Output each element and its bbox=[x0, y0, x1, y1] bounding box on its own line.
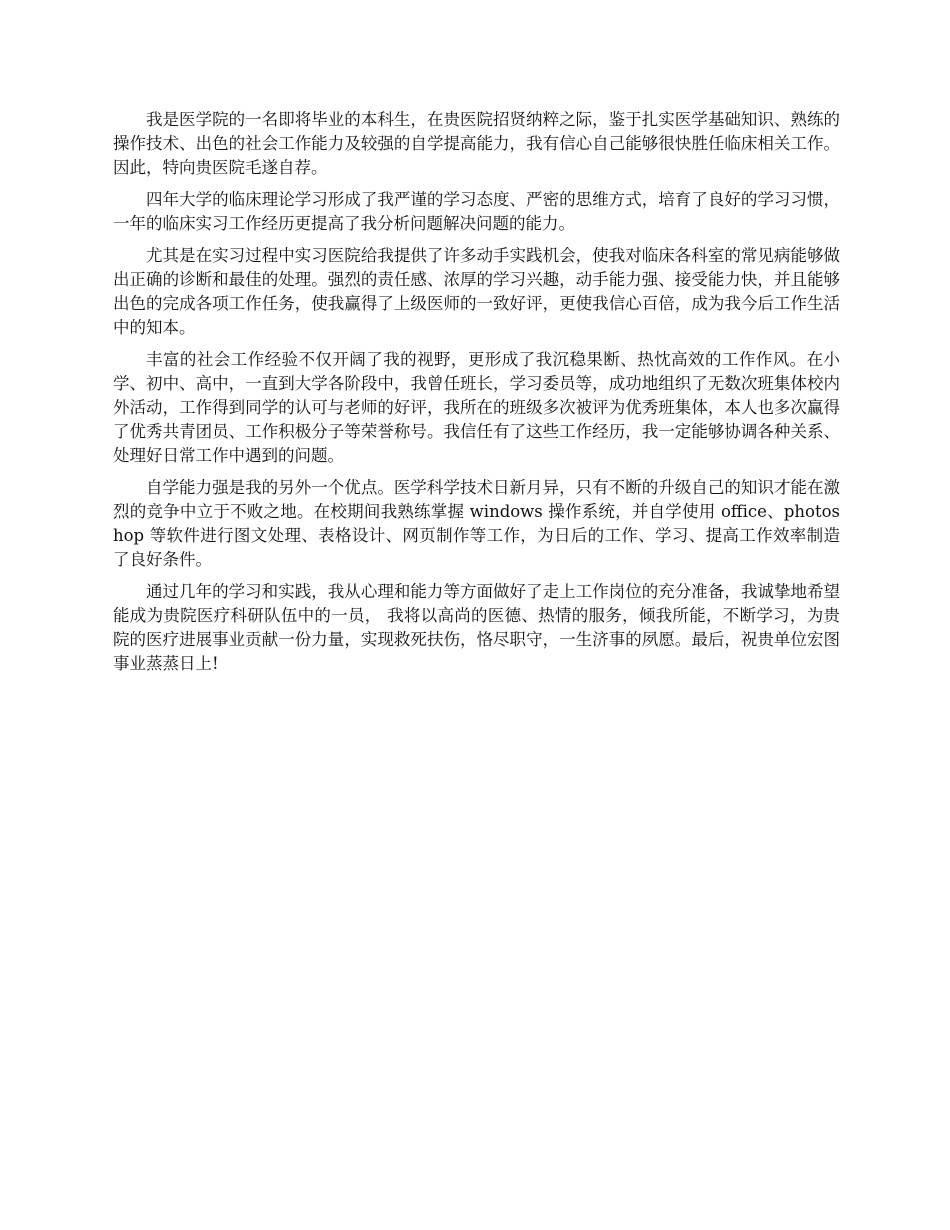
paragraph-5: 自学能力强是我的另外一个优点。医学科学技术日新月异，只有不断的升级自己的知识才能在激烈的竞争中立于不败之地。在校期间我熟练掌握 windows 操作系统，并自学使用 office、photoshop 等软件进行图文处理、表格设计、网页制作等工作，为日后的工作、学习、提高工作效率制造了良好条件。 bbox=[113, 478, 840, 569]
paragraph-4: 丰富的社会工作经验不仅开阔了我的视野，更形成了我沉稳果断、热忱高效的工作作风。在小学、初中、高中，一直到大学各阶段中，我曾任班长，学习委员等，成功地组织了无数次班集体校内外活动，工作得到同学的认可与老师的好评，我所在的班级多次被评为优秀班集体，本人也多次赢得了优秀共青团员、工作积极分子等荣誉称号。我信任有了这些工作经历，我一定能够协调各种关系、处理好日常工作中遇到的问题。 bbox=[113, 350, 840, 465]
document-body bbox=[113, 108, 840, 684]
paragraph-3: 尤其是在实习过程中实习医院给我提供了许多动手实践机会，使我对临床各科室的常见病能够做出正确的诊断和最佳的处理。强烈的责任感、浓厚的学习兴趣，动手能力强、接受能力快，并且能够出色的完成各项工作任务，使我赢得了上级医师的一致好评，更使我信心百倍，成为我今后工作生活中的知本。 bbox=[113, 246, 840, 337]
paragraph-6: 通过几年的学习和实践，我从心理和能力等方面做好了走上工作岗位的充分准备，我诚挚地希望能成为贵院医疗科研队伍中的一员， 我将以高尚的医德、热情的服务，倾我所能，不断学习，为贵院的医疗进展事业贡献一份力量，实现救死扶伤，恪尽职守，一生济事的夙愿。最后，祝贵单位宏图事业蒸蒸日上! bbox=[113, 582, 840, 673]
paragraph-1: 我是医学院的一名即将毕业的本科生，在贵医院招贤纳粹之际，鉴于扎实医学基础知识、熟练的操作技术、出色的社会工作能力及较强的自学提高能力，我有信心自己能够很快胜任临床相关工作。因此，特向贵医院毛遂自荐。 bbox=[113, 110, 840, 177]
paragraph-2: 四年大学的临床理论学习形成了我严谨的学习态度、严密的思维方式，培育了良好的学习习惯，一年的临床实习工作经历更提高了我分析问题解决问题的能力。 bbox=[113, 190, 840, 233]
